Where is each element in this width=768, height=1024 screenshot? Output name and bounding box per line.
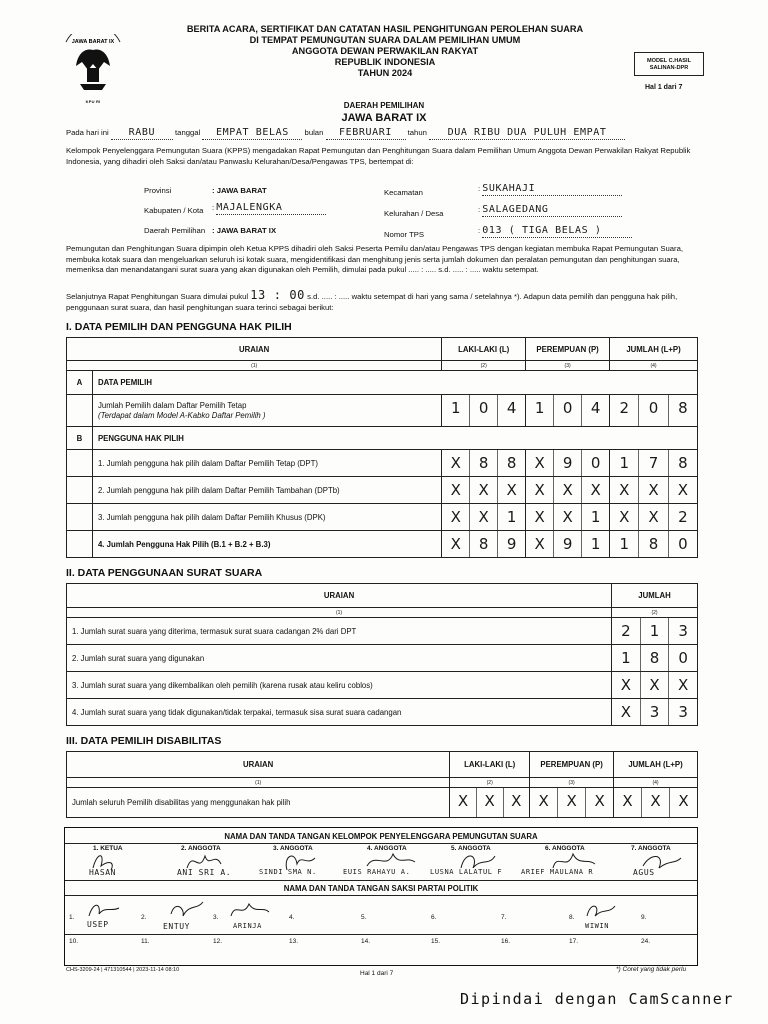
tps-value: : 013 ( TIGA BELAS ) [478, 226, 632, 238]
scanner-watermark: Dipindai dengan CamScanner [460, 990, 734, 1008]
table-row: Jumlah Pemilih dalam Daftar Pemilih Tetap (Terdapat dalam Model A-Kabko Daftar Pemilih ) 1 0 4 1 0 4 2 0 8 [67, 395, 698, 427]
section2-title: II. DATA PENGGUNAAN SURAT SUARA [66, 567, 263, 579]
document-header: BERITA ACARA, SERTIFIKAT DAN CATATAN HASIL PENGHITUNGAN PEROLEHAN SUARA DI TEMPAT PEMUNGUTAN SUARA DALAM PEMILIHAN UMUM ANGGOTA DEWAN PERWAKILAN RAKYAT REPUBLIK INDONESIA TAHUN 2024 [186, 24, 584, 78]
dapil-heading: DAERAH PEMILIHAN JAWA BARAT IX [341, 101, 427, 124]
tps-label: Nomor TPS [384, 230, 425, 239]
table-row: 4. Jumlah Pengguna Hak Pilih (B.1 + B.2 + B.3) X 8 9 X 9 1 1 8 0 [67, 531, 698, 558]
kabupaten-label: Kabupaten / Kota [144, 206, 204, 215]
table-row: 2. Jumlah pengguna hak pilih dalam Daftar Pemilih Tambahan (DPTb) X X X X X X X X X [67, 477, 698, 504]
procedure-paragraph: Pemungutan dan Penghitungan Suara dipimpin oleh Ketua KPPS dihadiri oleh Saksi Peserta Pemilu dan/atau Pengawas TPS dengan kegiatan membuka Rapat Pemungutan Suara, membuka kotak suara dan mengeluarkan seluruh isi kotak suara, mengidentifikasi dan menghitung jenis serta jumlah dokumen dan peralatan pemungutan dan penghitungan suara, memeriksa dan menandatangani surat suara yang akan digunakan oleh Pemilih, dimulai pada pukul ..... : ..... s.d. ..... : ..... waktu setempat. [66, 244, 683, 274]
opening-line: Pada hari ini RABU tanggal EMPAT BELAS bulan FEBRUARI tahun DUA RIBU DUA PULUH EMPAT [66, 128, 706, 140]
opening-paragraph: Kelompok Penyelenggara Pemungutan Suara (KPPS) mengadakan Rapat Pemungutan dan Penghitungan Suara dalam Pemilihan Umum Anggota Dewan Perwakilan Rakyat Republik Indonesia, yang dihadiri oleh Saksi dan/atau Panwaslu Kelurahan/Desa/Pengawas TPS, bertempat di: [66, 146, 691, 166]
saksi-signature-scribbles [79, 898, 639, 922]
table-row: 1. Jumlah pengguna hak pilih dalam Daftar Pemilih Tetap (DPT) X 8 8 X 9 0 1 7 8 [67, 450, 698, 477]
kecamatan-label: Kecamatan [384, 188, 423, 197]
kelurahan-value: : SALAGEDANG [478, 205, 622, 217]
table-row: 2. Jumlah surat suara yang digunakan 1 8 0 [67, 645, 698, 672]
signature-box: NAMA DAN TANDA TANGAN KELOMPOK PENYELENGGARA PEMUNGUTAN SUARA 1. KETUA 2. ANGGOTA 3. ANGGOTA 4. ANGGOTA 5. ANGGOTA 6. ANGGOTA 7. ANGGOTA HASAN ANI SRI A. SINDI SMA N. EUIS RAHAYU A. LUSNA LALATUL F ARIEF MAULANA R AGUS NAMA DAN TANDA TANGAN SAKSI PARTAI POLITIK 1. 2. 3. 4. 5. 6. 7. 8. 9. USEP ENTUY ARINJA WIWIN 10. 11. 12. 13. 14. 15. 16. 17. 24. [64, 827, 698, 966]
kelurahan-label: Kelurahan / Desa [384, 209, 444, 218]
section3-title: III. DATA PEMILIH DISABILITAS [66, 735, 222, 747]
dapil-label: Daerah Pemilihan [144, 226, 206, 235]
footer-page: Hal 1 dari 7 [360, 970, 394, 977]
svg-text:JAWA BARAT IX: JAWA BARAT IX [71, 39, 115, 45]
kpu-logo: JAWA BARAT IX KPU RI [58, 34, 128, 112]
model-box: MODEL C.HASIL SALINAN-DPR [634, 52, 704, 76]
table-row: 4. Jumlah surat suara yang tidak digunakan/tidak terpakai, termasuk sisa surat suara cadangan X 3 3 [67, 699, 698, 726]
section1-table: URAIAN LAKI-LAKI (L) PEREMPUAN (P) JUMLAH (L+P) (1) (2) (3) (4) A DATA PEMILIH Jumlah Pemilih dalam Daftar Pemilih Tetap (Terdapat dalam Model A-Kabko Daftar Pemilih ) 1 0 4 1 0 4 2 0 8 B PENGGUNA HAK PILIH 1. Jumlah pengguna hak pilih dalam Daftar Pemilih Tetap (DPT) X 8 8 X 9 0 1 7 8 2. Jumlah pengguna hak pilih dalam Daftar Pemilih Tambahan (DPTb) X X X X X X X X X 3. Jumlah pengguna hak pilih dalam Daftar Pemilih Khusus (DPK) X X 1 X X 1 X X 2 4. Jumlah Pengguna Hak Pilih (B.1 + B.2 + B.3) X 8 9 X 9 1 1 8 0 [66, 337, 698, 558]
kecamatan-value: : SUKAHAJI [478, 184, 622, 196]
form-code: CHS-3209-24 | 471310544 | 2023-11-14 08:10 [66, 967, 180, 973]
provinsi-label: Provinsi [144, 186, 172, 195]
procedure-continuation: Selanjutnya Rapat Penghitungan Suara dimulai pukul 13 : 00 s.d. ..... : ..... waktu setempat di hari yang sama / setelahnya *). Adapun data pemilih dan pengguna hak pilih, penggunaan surat suara, dan hasil penghitungan suara terinci sebagai berikut: [66, 288, 678, 312]
kpps-signature-title: NAMA DAN TANDA TANGAN KELOMPOK PENYELENGGARA PEMUNGUTAN SUARA [224, 832, 538, 841]
dapil-value: : JAWA BARAT IX [212, 226, 277, 235]
saksi-signature-title: NAMA DAN TANDA TANGAN SAKSI PARTAI POLITIK [283, 884, 479, 893]
kpps-signature-scribbles [75, 848, 695, 874]
section2-table: URAIAN JUMLAH (1) (2) 1. Jumlah surat suara yang diterima, termasuk surat suara cadangan 2% dari DPT 2 1 3 2. Jumlah surat suara yang digunakan 1 8 0 3. Jumlah surat suara yang dikembalikan oleh pemilih (karena rusak atau keliru coblos) X X X 4. Jumlah surat suara yang tidak digunakan/tidak terpakai, termasuk sisa surat suara cadangan X 3 3 [66, 583, 698, 726]
kabupaten-value: : MAJALENGKA [212, 203, 326, 215]
table-row: Jumlah seluruh Pemilih disabilitas yang menggunakan hak pilih X X X X X X X X X [67, 788, 698, 818]
table-row: 3. Jumlah surat suara yang dikembalikan oleh pemilih (karena rusak atau keliru coblos) X X X [67, 672, 698, 699]
section1-title: I. DATA PEMILIH DAN PENGGUNA HAK PILIH [66, 321, 292, 333]
garuda-emblem-icon [58, 34, 128, 94]
footnote: *) Coret yang tidak perlu [616, 966, 687, 973]
page-indicator: Hal 1 dari 7 [645, 84, 683, 91]
section3-table: URAIAN LAKI-LAKI (L) PEREMPUAN (P) JUMLAH (L+P) (1) (2) (3) (4) Jumlah seluruh Pemilih disabilitas yang menggunakan hak pilih X X X X X X X X X [66, 751, 698, 818]
table-row: 3. Jumlah pengguna hak pilih dalam Daftar Pemilih Khusus (DPK) X X 1 X X 1 X X 2 [67, 504, 698, 531]
provinsi-value: : JAWA BARAT [212, 186, 267, 195]
table-row: 1. Jumlah surat suara yang diterima, termasuk surat suara cadangan 2% dari DPT 2 1 3 [67, 618, 698, 645]
